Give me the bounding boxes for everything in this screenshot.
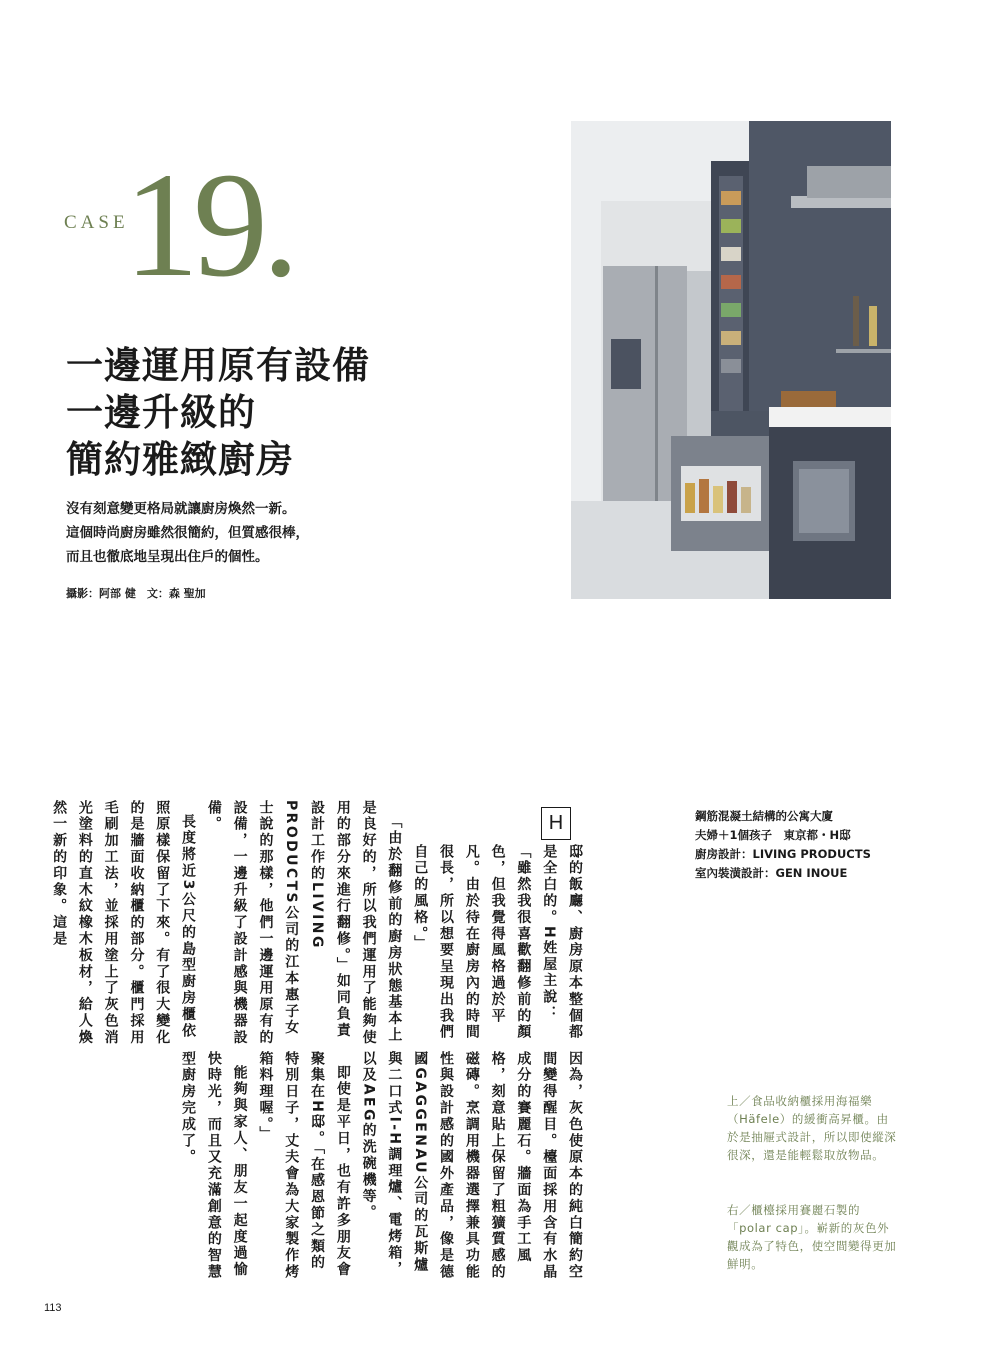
info-line: 廚房設計：LIVING PRODUCTS: [695, 847, 871, 861]
photo-credit: 攝影：阿部 健 文：森 聖加: [66, 587, 206, 600]
headline-line: 簡約雅緻廚房: [66, 438, 294, 481]
body-paragraph: 「由於翻修前的廚房狀態基本上是良好的，所以我們運用了能夠使用的部分來進行翻修。」如同負責設計工作的LIVING PRODUCTS公司的江本惠子女士說的那樣，他們一邊運用原有的設備，一邊升級了設計感與機器設備。: [205, 800, 403, 1046]
body-text-lower: [165, 1051, 587, 1283]
case-number: 19.: [124, 142, 294, 308]
info-line: 鋼筋混凝土結構的公寓大廈: [695, 809, 833, 823]
lead-text: [66, 497, 506, 569]
body-paragraph: 能夠與家人、朋友一起度過愉快時光，而且又充滿創意的智慧型廚房完成了。: [180, 1051, 248, 1281]
project-info: [695, 807, 915, 883]
lead-line: 這個時尚廚房雖然很簡約，但質感很棒，: [66, 525, 309, 541]
body-paragraph: 長度將近3公尺的島型廚房櫃依照原樣保留了下來。有了很大變化的是牆面收納櫃的部分。櫃門採用毛刷加工法，並採用塗上了灰色消光塗料的直木紋橡木板材，給人煥然一新的印象。這是: [51, 800, 197, 1046]
drop-cap: H: [541, 807, 571, 840]
body-paragraph: 邸的飯廳、廚房原本整個都是全白的。H姓屋主說：「雖然我很喜歡翻修前的顏色，但我覺得風格過於平凡。由於待在廚房內的時間很長，所以想要呈現出我們自己的風格。」: [412, 844, 583, 1041]
info-line: 夫婦＋1個孩子 東京都・H邸: [695, 828, 851, 842]
lead-line: 而且也徹底地呈現出住戶的個性。: [66, 549, 269, 565]
body-paragraph: 因為，灰色使原本的純白簡約空間變得醒目。檯面採用含有水晶成分的賽麗石。牆面為手工風格，刻意貼上保留了粗獷質感的磁磚。烹調用機器選擇兼具功能性與設計感的國外產品，像是德國GAGGENAU公司的瓦斯爐與二口式I-H調理爐、電烤箱，以及AEG的洗碗機等。: [360, 1051, 583, 1281]
headline: [66, 342, 466, 483]
body-text-upper: [51, 800, 587, 1046]
info-line: 室內裝潢設計：GEN INOUE: [695, 866, 848, 880]
body-paragraph: 即使是平日，也有許多朋友會聚集在H邸。「在感恩節之類的特別日子，丈夫會為大家製作烤箱料理喔。」: [257, 1051, 351, 1281]
headline-line: 一邊升級的: [66, 391, 256, 434]
case-label: CASE: [64, 212, 129, 233]
lead-line: 沒有刻意變更格局就讓廚房煥然一新。: [66, 501, 296, 517]
photo-caption-right: 右／櫃檯採用賽麗石製的「polar cap」。嶄新的灰色外觀成為了特色，使空間變得更加鮮明。: [727, 1203, 897, 1271]
page-number: 113: [44, 1302, 62, 1314]
kitchen-photo: [571, 121, 891, 599]
photo-caption-top: 上／食品收納櫃採用海福樂（Häfele）的緩衝高昇櫃。由於是抽屜式設計，所以即使縱深很深，還是能輕鬆取放物品。: [727, 1094, 897, 1162]
headline-line: 一邊運用原有設備: [66, 344, 370, 387]
